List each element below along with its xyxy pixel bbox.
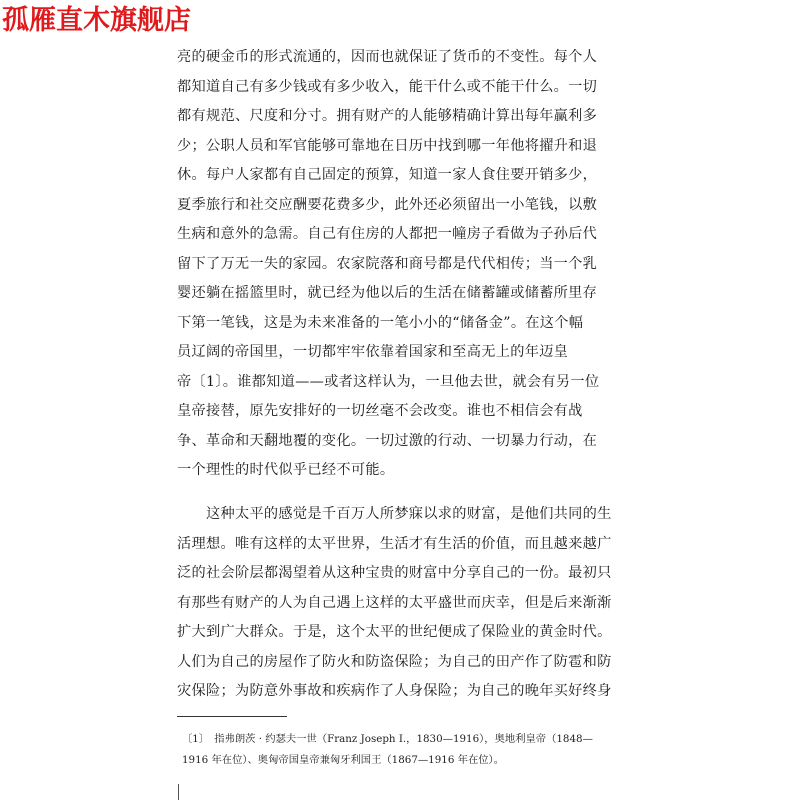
text-line: 活理想。唯有这样的太平世界，生活才有生活的价值，而且越来越广 bbox=[177, 535, 612, 552]
text-line: 婴还躺在摇篮里时，就已经为他以后的生活在储蓄罐或储蓄所里存 bbox=[177, 285, 598, 301]
text-line: 一个理性的时代似乎已经不可能。 bbox=[177, 462, 395, 478]
text-line: 夏季旅行和社交应酬要花费多少，此外还必须留出一小笔钱，以敷 bbox=[177, 196, 598, 213]
text-line: 休。每户人家都有自己固定的预算，知道一家人食住要开销多少， bbox=[177, 167, 598, 183]
footnote bbox=[182, 729, 622, 771]
text-line: 都有规范、尺度和分寸。拥有财产的人能够精确计算出每年赢利多 bbox=[177, 108, 598, 124]
text-line: 扩大到广大群众。于是，这个太平的世纪便成了保险业的黄金时代。 bbox=[177, 624, 612, 640]
text-line: 生病和意外的急需。自己有住房的人都把一幢房子看做为子孙后代 bbox=[177, 226, 598, 242]
text-line: 下第一笔钱，这是为未来准备的一笔小小的“储备金”。在这个幅 bbox=[177, 314, 584, 331]
page-edge-mark bbox=[178, 784, 179, 800]
text-line: 人们为自己的房屋作了防火和防盗保险；为自己的田产作了防雹和防 bbox=[177, 653, 612, 670]
text-line: 这种太平的感觉是千百万人所梦寐以求的财富，是他们共同的生 bbox=[177, 506, 612, 522]
text-line: 留下了万无一失的家园。农家院落和商号都是代代相传；当一个乳 bbox=[177, 255, 598, 272]
text-line: 争、革命和天翻地覆的变化。一切过激的行动、一切暴力行动，在 bbox=[177, 432, 598, 449]
text-line: 都知道自己有多少钱或有多少收入，能干什么或不能干什么。一切 bbox=[177, 78, 598, 95]
paragraph-1 bbox=[177, 43, 619, 486]
text-line: 泛的社会阶层都渴望着从这种宝贵的财富中分享自己的一份。最初只 bbox=[177, 565, 612, 581]
footnote-divider bbox=[177, 716, 287, 717]
text-line: 灾保险；为防意外事故和疾病作了人身保险；为自己的晚年买好终身 bbox=[177, 683, 612, 699]
store-watermark: 孤雁直木旗舰店 bbox=[2, 5, 191, 36]
text-line: 帝〔1〕。谁都知道——或者这样认为，一旦他去世，就会有另一位 bbox=[177, 373, 600, 390]
paragraph-2 bbox=[177, 500, 619, 707]
footnote-line: 〔1〕 指弗朗茨 · 约瑟夫一世（Franz Joseph I.，1830—1916），奥地利皇帝（1848— bbox=[182, 733, 593, 745]
text-line: 有那些有财产的人为自己遇上这样的太平盛世而庆幸，但是后来渐渐 bbox=[177, 594, 612, 611]
footnote-line: 1916 年在位）、奥匈帝国皇帝兼匈牙利国王（1867—1916 年在位）。 bbox=[182, 754, 504, 766]
text-line: 亮的硬金币的形式流通的，因而也就保证了货币的不变性。每个人 bbox=[177, 49, 598, 65]
text-line: 少；公职人员和军官能够可靠地在日历中找到哪一年他将擢升和退 bbox=[177, 137, 598, 154]
text-line: 员辽阔的帝国里，一切都牢牢依靠着国家和至高无上的年迈皇 bbox=[177, 344, 569, 360]
text-line: 皇帝接替，原先安排好的一切丝毫不会改变。谁也不相信会有战 bbox=[177, 403, 583, 419]
